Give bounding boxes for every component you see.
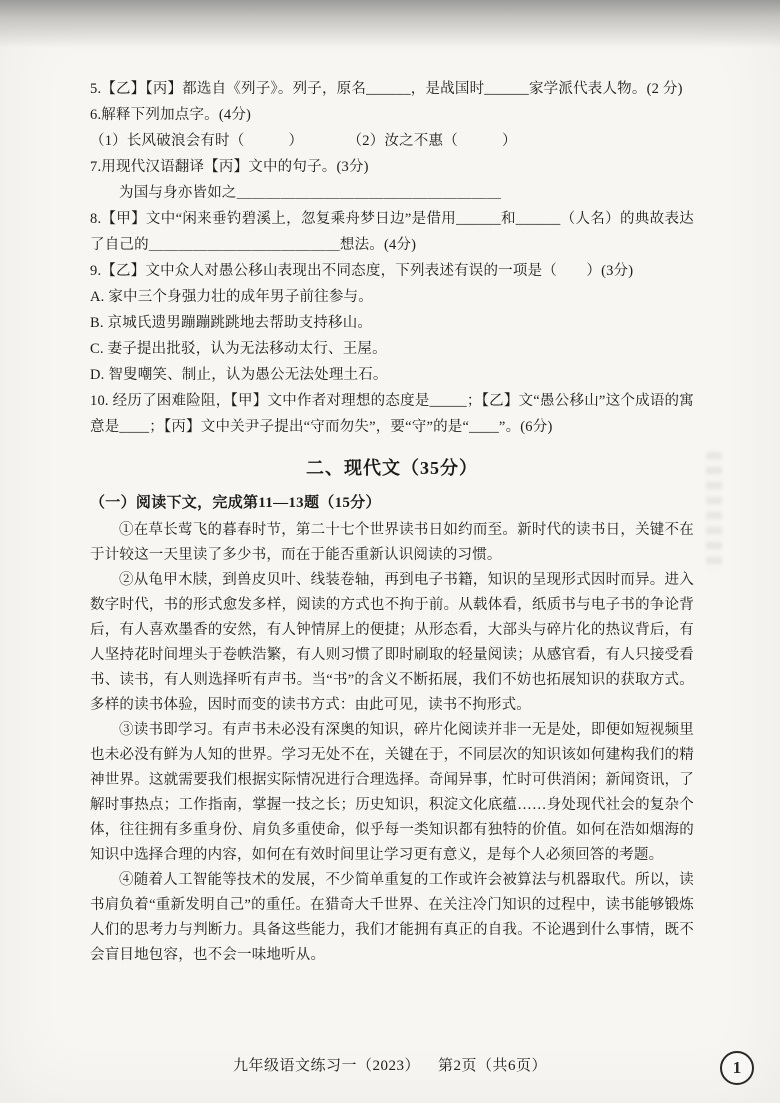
passage-paragraph-2: ②从龟甲木牍，到兽皮贝叶、线装卷轴，再到电子书籍，知识的呈现形式因时而异。进入数字时代，书的形式愈发多样，阅读的方式也不拘于前。从载体看，纸质书与电子书的争论背后，有人喜欢墨香的安然，有人钟情屏上的便捷；从形态看，大部头与碎片化的热议背后，有人坚持花时间埋头于卷帙浩繁，有人则习惯了即时刷取的轻量阅读；从感官看，有人只接受看书、读书，有人则选择听有声书。当“书”的含义不断拓展，我们不妨也拓展知识的获取方式。多样的读书体验，因时而变的读书方式：由此可见，读书不拘形式。	[90, 572, 694, 713]
question-8: 8.【甲】文中“闲来垂钓碧溪上，忽复乘舟梦日边”是借用______和______（人名）的典故表达了自己的＿＿＿＿＿＿＿＿＿＿＿＿＿想法。(4分)	[90, 211, 694, 253]
footer-course-title: 九年级语文练习一（2023）	[232, 1058, 420, 1074]
reading-heading: （一）阅读下文，完成第11—13题（15分）	[90, 495, 381, 511]
question-9-option-a: A. 家中三个身强力壮的成年男子前往参与。	[90, 289, 373, 305]
page-footer	[0, 1054, 780, 1075]
scan-bleed-artifact	[706, 452, 722, 572]
question-10: 10. 经历了困难险阻，【甲】文中作者对理想的态度是_____；【乙】文“愚公移山”这个成语的寓意是____；【丙】文中关尹子提出“守而勿失”，要“守”的是“____”。(6分)	[90, 393, 694, 435]
scan-edge-artifact	[0, 0, 780, 48]
page-number-badge-text: 1	[732, 1058, 742, 1077]
page-content	[90, 76, 694, 968]
question-6: 6.解释下列加点字。(4分)	[90, 107, 252, 123]
section-title: 二、现代文（35分）	[306, 458, 478, 478]
question-section	[90, 76, 694, 440]
question-5: 5.【乙】【丙】都选自《列子》。列子，原名______，是战国时______家学派代表人物。(2 分)	[90, 81, 683, 97]
question-9-option-b: B. 京城氏遗男蹦蹦跳跳地去帮助支持移山。	[90, 315, 373, 331]
footer-page-number: 第2页（共6页）	[438, 1058, 548, 1074]
question-7-answer-blank: 为国与身亦皆如之＿＿＿＿＿＿＿＿＿＿＿＿＿＿＿＿＿＿	[119, 185, 502, 201]
question-6-subitems: （1）长风破浪会有时（ ） （2）汝之不惠（ ）	[90, 133, 517, 149]
question-9-option-c: C. 妻子提出批驳，认为无法移动太行、王屋。	[90, 341, 387, 357]
passage-paragraph-4: ④随着人工智能等技术的发展，不少简单重复的工作或许会被算法与机器取代。所以，读书肩负着“重新发明自己”的重任。在猎奇大千世界、在关注冷门知识的过程中，读书能够锻炼人们的思考力与判断力。具备这些能力，我们才能拥有真正的自我。不论遇到什么事情，既不会盲目地包容，也不会一味地听从。	[90, 872, 694, 963]
question-9: 9.【乙】文中众人对愚公移山表现出不同态度，下列表述有误的一项是（ ）(3分)	[90, 263, 634, 279]
question-7: 7.用现代汉语翻译【丙】文中的句子。(3分)	[90, 159, 369, 175]
passage-paragraph-3: ③读书即学习。有声书未必没有深奥的知识，碎片化阅读并非一无是处，即便如短视频里也未必没有鲜为人知的世界。学习无处不在，关键在于，不同层次的知识该如何建构我们的精神世界。这就需要我们根据实际情况进行合理选择。奇闻异事，忙时可供消闲；新闻资讯，了解时事热点；工作指南，掌握一技之长；历史知识，积淀文化底蕴……身处现代社会的复杂个体，往往拥有多重身份、肩负多重使命，似乎每一类知识都有独特的价值。如何在浩如烟海的知识中选择合理的内容，如何在有效时间里让学习更有意义，是每个人必须回答的考题。	[90, 722, 694, 863]
passage-paragraph-1: ①在草长莺飞的暮春时节，第二十七个世界读书日如约而至。新时代的读书日，关键不在于计较这一天里读了多少书，而在于能否重新认识阅读的习惯。	[90, 522, 694, 563]
reading-passage	[90, 518, 694, 968]
question-9-option-d: D. 智叟嘲笑、制止，认为愚公无法处理土石。	[90, 367, 388, 383]
page-number-badge	[720, 1051, 754, 1085]
